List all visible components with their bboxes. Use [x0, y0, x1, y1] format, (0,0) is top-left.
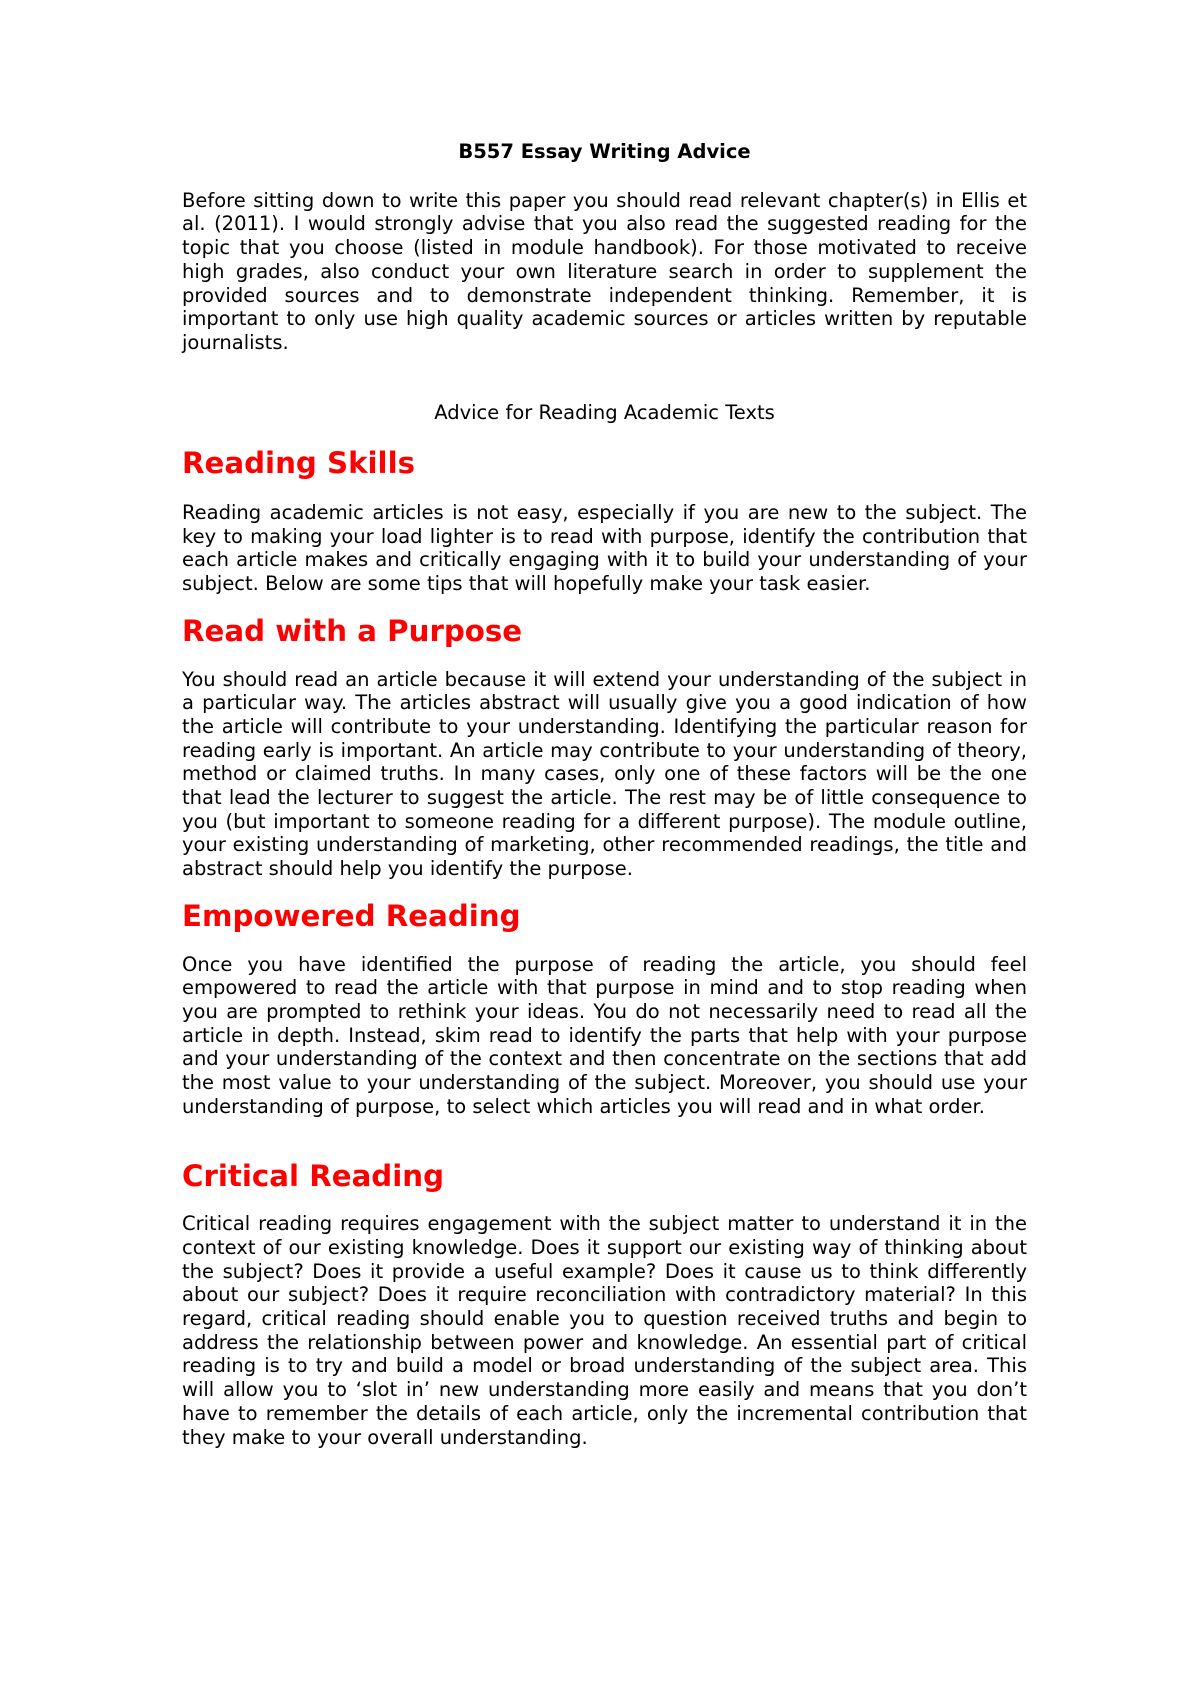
document-page [182, 140, 1027, 1449]
heading-read-with-a-purpose: Read with a Purpose [182, 613, 523, 648]
document-title: B557 Essay Writing Advice [458, 140, 751, 163]
heading-critical-reading: Critical Reading [182, 1158, 445, 1193]
heading-empowered-reading: Empowered Reading [182, 898, 521, 933]
paragraph-reading-skills: Reading academic articles is not easy, especially if you are new to the subject. The key to making your load lighter is to read with purpose, identify the contribution that each article makes and critically engaging with it to build your understanding of your subject. Below are some tips that will hopefully make your task easier. [182, 501, 1027, 596]
heading-reading-skills: Reading Skills [182, 446, 416, 481]
paragraph-critical-reading: Critical reading requires engagement with the subject matter to understand it in the context of our existing knowledge. Does it support our existing way of thinking about the subject? Does it provide a useful example? Does it cause us to think differently about our subject? Does it require reconciliation with contradictory material? In this regard, critical reading should enable you to question received truths and begin to address the relationship between power and knowledge. An essential part of critical reading is to try and build a model or broad understanding of the subject area. This will allow you to ‘slot in’ new understanding more easily and means that you don’t have to remember the details of each article, only the incremental contribution that they make to your overall understanding. [182, 1212, 1027, 1449]
paragraph-read-with-a-purpose: You should read an article because it will extend your understanding of the subject in a particular way. The articles abstract will usually give you a good indication of how the article will contribute to your understanding. Identifying the particular reason for reading early is important. An article may contribute to your understanding of theory, method or claimed truths. In many cases, only one of these factors will be the one that lead the lecturer to suggest the article. The rest may be of little consequence to you (but important to someone reading for a different purpose). The module outline, your existing understanding of marketing, other recommended readings, the title and abstract should help you identify the purpose. [182, 667, 1027, 881]
intro-paragraph: Before sitting down to write this paper you should read relevant chapter(s) in Ellis et al. (2011). I would strongly advise that you also read the suggested reading for the topic that you choose (listed in module handbook). For those motivated to receive high grades, also conduct your own literature search in order to supplement the provided sources and to demonstrate independent thinking. Remember, it is important to only use high quality academic sources or articles written by reputable journalists. [182, 188, 1027, 354]
paragraph-empowered-reading: Once you have identified the purpose of reading the article, you should feel empowered to read the article with that purpose in mind and to stop reading when you are prompted to rethink your ideas. You do not necessarily need to read all the article in depth. Instead, skim read to identify the parts that help with your purpose and your understanding of the context and then concentrate on the sections that add the most value to your understanding of the subject. Moreover, you should use your understanding of purpose, to select which articles you will read and in what order. [182, 952, 1027, 1118]
section-subtitle: Advice for Reading Academic Texts [434, 400, 775, 424]
